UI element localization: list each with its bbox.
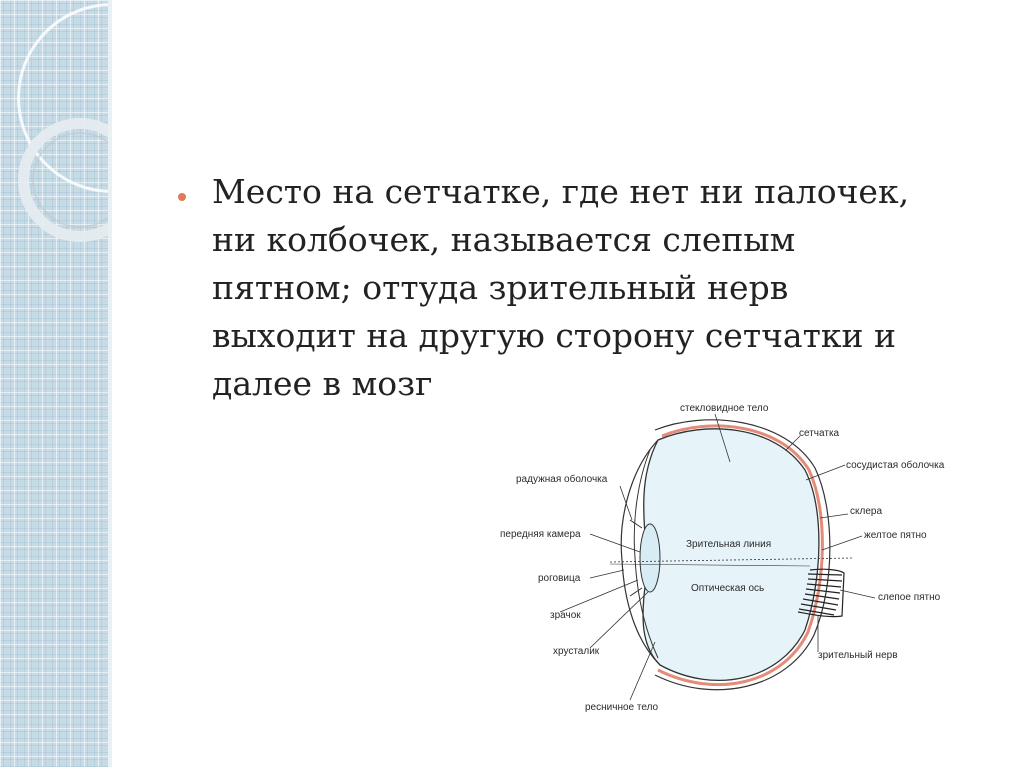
label-choroid: сосудистая оболочка	[846, 460, 945, 471]
eyeball-body	[643, 429, 819, 681]
lens-shape	[640, 524, 660, 592]
label-anterior-chamber: передняя камера	[500, 529, 581, 540]
label-macula: желтое пятно	[864, 530, 927, 541]
decorative-side-strip	[0, 0, 112, 767]
bullet-text: Место на сетчатке, где нет ни палочек, ни колбочек, называется слепым пятном; оттуда зрительный нерв выходит на другую сторону сетчатки и далее в мозг	[212, 172, 910, 403]
label-visual-line: Зрительная линия	[686, 539, 772, 550]
label-iris: радужная оболочка	[516, 474, 608, 485]
eye-diagram	[490, 390, 970, 720]
label-optical-axis: Оптическая ось	[691, 583, 765, 594]
label-lens: хрусталик	[553, 646, 600, 657]
eye-diagram-svg	[490, 390, 970, 720]
strip-edge-highlight	[108, 0, 112, 767]
label-vitreous: стекловидное тело	[680, 403, 769, 414]
bullet-item	[178, 168, 978, 408]
label-ciliary-body: ресничное тело	[585, 702, 659, 713]
bullet-dot-icon	[178, 193, 186, 201]
label-blind-spot: слепое пятно	[878, 592, 941, 603]
label-pupil: зрачок	[550, 610, 581, 621]
label-cornea: роговица	[538, 573, 581, 584]
label-retina: сетчатка	[799, 428, 840, 439]
label-sclera: склера	[850, 506, 883, 517]
leader-lines-left	[560, 486, 655, 700]
iris-lower	[630, 588, 642, 596]
label-optic-nerve: зрительный нерв	[818, 650, 898, 661]
iris-upper	[630, 520, 642, 528]
